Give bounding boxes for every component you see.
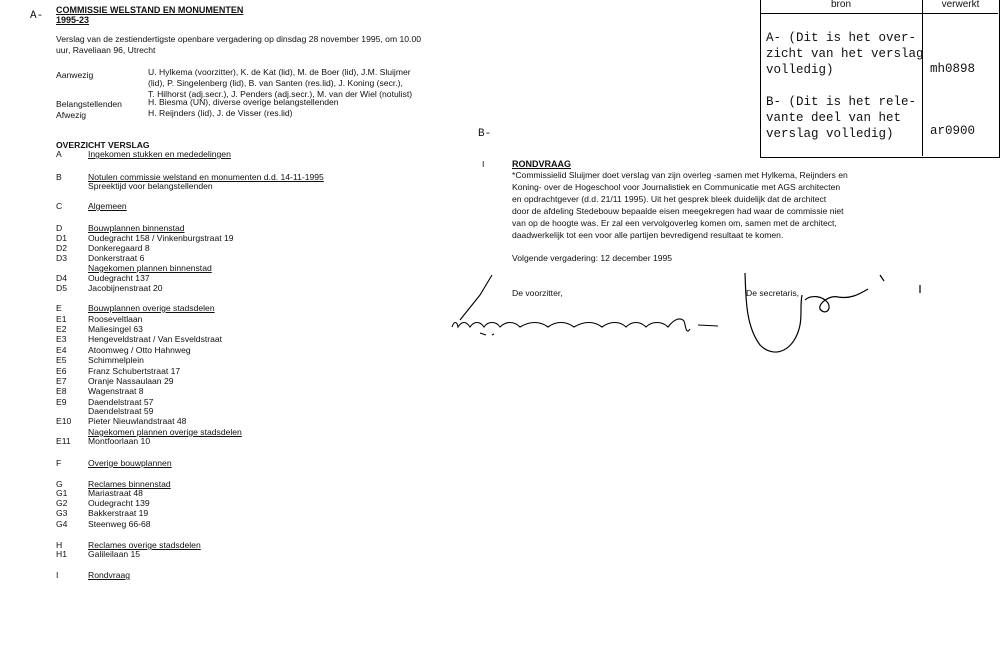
intro-line-1: Verslag van de zestiendertigste openbare vergadering op dinsdag 28 november 1995, om 10.00 <box>56 34 422 44</box>
chair-signature <box>452 275 718 335</box>
overview-row <box>56 488 143 498</box>
overview-row <box>56 366 181 376</box>
afwezig-label: Afwezig <box>56 110 87 120</box>
overview-text: Donkeregaard 8 <box>88 243 150 253</box>
overview-text: Notulen commissie welstand en monumenten d.d. 14-11-1995 <box>88 172 324 182</box>
overview-row <box>56 458 172 468</box>
col-verwerkt: verwerkt <box>941 0 980 10</box>
overview-code: B <box>56 172 62 182</box>
overview-row <box>56 436 151 446</box>
overview-row <box>56 519 151 529</box>
overview-text: Galileilaan 15 <box>88 549 141 559</box>
overview-code: G2 <box>56 498 68 508</box>
aanwezig-line: (lid), P. Singelenberg (lid), B. van Santen (res.lid), J. Koning (secr.), <box>148 78 403 88</box>
overview-code: D5 <box>56 283 67 293</box>
overview-row <box>56 570 131 580</box>
overview-row <box>56 376 174 386</box>
document-title: COMMISSIE WELSTAND EN MONUMENTEN <box>56 5 244 15</box>
overview-text: Algemeen <box>88 201 127 211</box>
overview-code: E2 <box>56 324 67 334</box>
code-a: mh0898 <box>930 62 976 76</box>
overview-row <box>56 324 143 334</box>
overview-text: Oudegracht 158 / Vinkenburgstraat 19 <box>88 233 234 243</box>
signatures <box>440 255 940 365</box>
overview-code: E6 <box>56 366 67 376</box>
overview-text: Ingekomen stukken en mededelingen <box>88 149 231 159</box>
belangstellenden-label: Belangstellenden <box>56 99 122 109</box>
overview-code: E8 <box>56 386 67 396</box>
overview-text: Oudegracht 139 <box>88 498 150 508</box>
overview-row <box>56 397 154 407</box>
overview-text: Atoomweg / Otto Hahnweg <box>88 345 191 355</box>
overview-text: Oudegracht 137 <box>88 273 150 283</box>
overview-code: E11 <box>56 436 71 446</box>
overview-code: F <box>56 458 62 468</box>
overview-row <box>56 498 150 508</box>
overview-code: G1 <box>56 488 68 498</box>
overview-row <box>56 172 324 182</box>
overview-row <box>56 416 187 426</box>
overview-code: E1 <box>56 314 67 324</box>
belangstellenden-value: H. Biesma (UN), diverse overige belangstellenden <box>148 97 339 107</box>
overview-text: Donkerstraat 6 <box>88 253 145 263</box>
overview-text: Daendelstraat 57 <box>88 397 154 407</box>
overview-text: Hengeveldstraat / Van Esveldstraat <box>88 334 223 344</box>
overview-code: D2 <box>56 243 67 253</box>
rondvraag-line: door de afdeling Stedebouw bepaalde eisen meegekregen had waar de commissie niet <box>512 206 844 216</box>
overview-code: G4 <box>56 519 68 529</box>
overview-text: Rondvraag <box>88 570 131 580</box>
overview-text: Franz Schubertstraat 17 <box>88 366 181 376</box>
overview-row <box>56 253 145 263</box>
overview-text: Oranje Nassaulaan 29 <box>88 376 174 386</box>
rondvraag-code: I <box>482 159 485 169</box>
rondvraag-line: en opdrachtgever (d.d. 21/11 1995). Uit het gesprek bleek duidelijk dat de architect <box>512 194 827 204</box>
chair-label: De voorzitter, <box>512 288 563 298</box>
afwezig-value: H. Reijnders (lid), J. de Visser (res.lid) <box>148 108 293 118</box>
overview-code: G <box>56 479 63 489</box>
overview-code: E4 <box>56 345 67 355</box>
overview-code: G3 <box>56 508 68 518</box>
overview-text: Steenweg 66-68 <box>88 519 151 529</box>
overview-text: Mariastraat 48 <box>88 488 143 498</box>
overview-code: E9 <box>56 397 67 407</box>
rondvraag-heading: RONDVRAAG <box>512 159 572 169</box>
next-meeting: Volgende vergadering: 12 december 1995 <box>512 253 673 263</box>
overview-row <box>56 243 150 253</box>
overview-text: Reclames overige stadsdelen <box>88 540 201 550</box>
marker-b: B- <box>478 128 492 140</box>
overview-row <box>56 508 149 518</box>
overview-row <box>56 345 191 355</box>
aanwezig-line: U. Hylkema (voorzitter), K. de Kat (lid), M. de Boer (lid), J.M. Sluijmer <box>148 67 411 77</box>
overview-row <box>56 273 150 283</box>
overview-row <box>56 303 215 313</box>
overview-text: Daendelstraat 59 <box>88 406 154 416</box>
overview-code: D1 <box>56 233 67 243</box>
overview-code: E3 <box>56 334 67 344</box>
overview-row <box>56 549 141 559</box>
overview-row <box>56 201 127 211</box>
overview-text: Reclames binnenstad <box>88 479 171 489</box>
document-number: 1995-23 <box>56 15 90 25</box>
overview-text: Overige bouwplannen <box>88 458 172 468</box>
intro-line-2: uur, Raveliaan 96, Utrecht <box>56 45 156 55</box>
overview-code: E10 <box>56 416 72 426</box>
overview-code: D4 <box>56 273 67 283</box>
rondvraag-line: van op de hoogte was. Er zal een vervolgoverleg komen om, samen met de architect, <box>512 218 837 228</box>
overview-code: A <box>56 149 62 159</box>
overview-text: Bouwplannen binnenstad <box>88 223 185 233</box>
overview-row <box>56 223 185 233</box>
note-a: A- (Dit is het over- zicht van het verslag volledig) <box>766 31 924 77</box>
overview-row <box>56 233 234 243</box>
overview-text: Jacobijnenstraat 20 <box>88 283 163 293</box>
aanwezig-label: Aanwezig <box>56 70 94 80</box>
rondvraag-line: *Commissielid Sluijmer doet verslag van zijn overleg -samen met Hylkema, Reijnders en <box>512 170 848 180</box>
note-b: B- (Dit is het rele- vante deel van het verslag volledig) <box>766 95 917 141</box>
overview-row <box>56 355 144 365</box>
overview-code: E <box>56 303 62 313</box>
secretary-signature <box>745 273 920 352</box>
overview-code: D <box>56 223 63 233</box>
rondvraag-line: daadwerkelijk tot een voor alle partijen bevredigend resultaat te komen. <box>512 230 784 240</box>
overview-heading: OVERZICHT VERSLAG <box>56 140 150 150</box>
overview-code: C <box>56 201 63 211</box>
overview-code: E5 <box>56 355 67 365</box>
overview-text: Rooseveltlaan <box>88 314 143 324</box>
overview-text: Spreektijd voor belangstellenden <box>88 181 213 191</box>
secretary-label: De secretaris, <box>746 288 800 298</box>
overview-text: Wagenstraat 8 <box>88 386 144 396</box>
rondvraag-line: Koning- over de Hogeschool voor Journalistiek en Communicatie met AGS architecten <box>512 182 841 192</box>
code-b: ar0900 <box>930 124 976 138</box>
overview-text: Montfoorlaan 10 <box>88 436 151 446</box>
overview-code: H <box>56 540 63 550</box>
overview-code: H1 <box>56 549 67 559</box>
overview-text: Nagekomen plannen binnenstad <box>88 263 212 273</box>
overview-row <box>56 334 223 344</box>
source-box-divider <box>922 0 923 156</box>
overview-code: D3 <box>56 253 67 263</box>
overview-text: Bouwplannen overige stadsdelen <box>88 303 215 313</box>
overview-text: Schimmelplein <box>88 355 144 365</box>
overview-code: I <box>56 570 59 580</box>
overview-code: E7 <box>56 376 67 386</box>
overview-row <box>56 314 143 324</box>
marker-a: A- <box>30 10 44 22</box>
overview-text: Maliesingel 63 <box>88 324 143 334</box>
overview-text: Bakkerstraat 19 <box>88 508 149 518</box>
overview-row <box>56 283 163 293</box>
overview-text: Pieter Nieuwlandstraat 48 <box>88 416 187 426</box>
aanwezig-line: T. Hilhorst (adj.secr.), J. Penders (adj.secr.), M. van der Wiel (notulist) <box>148 89 413 99</box>
overview-row <box>56 149 231 159</box>
overview-text: Nagekomen plannen overige stadsdelen <box>88 427 242 437</box>
overview-row <box>56 386 144 396</box>
col-bron: bron <box>830 0 851 10</box>
